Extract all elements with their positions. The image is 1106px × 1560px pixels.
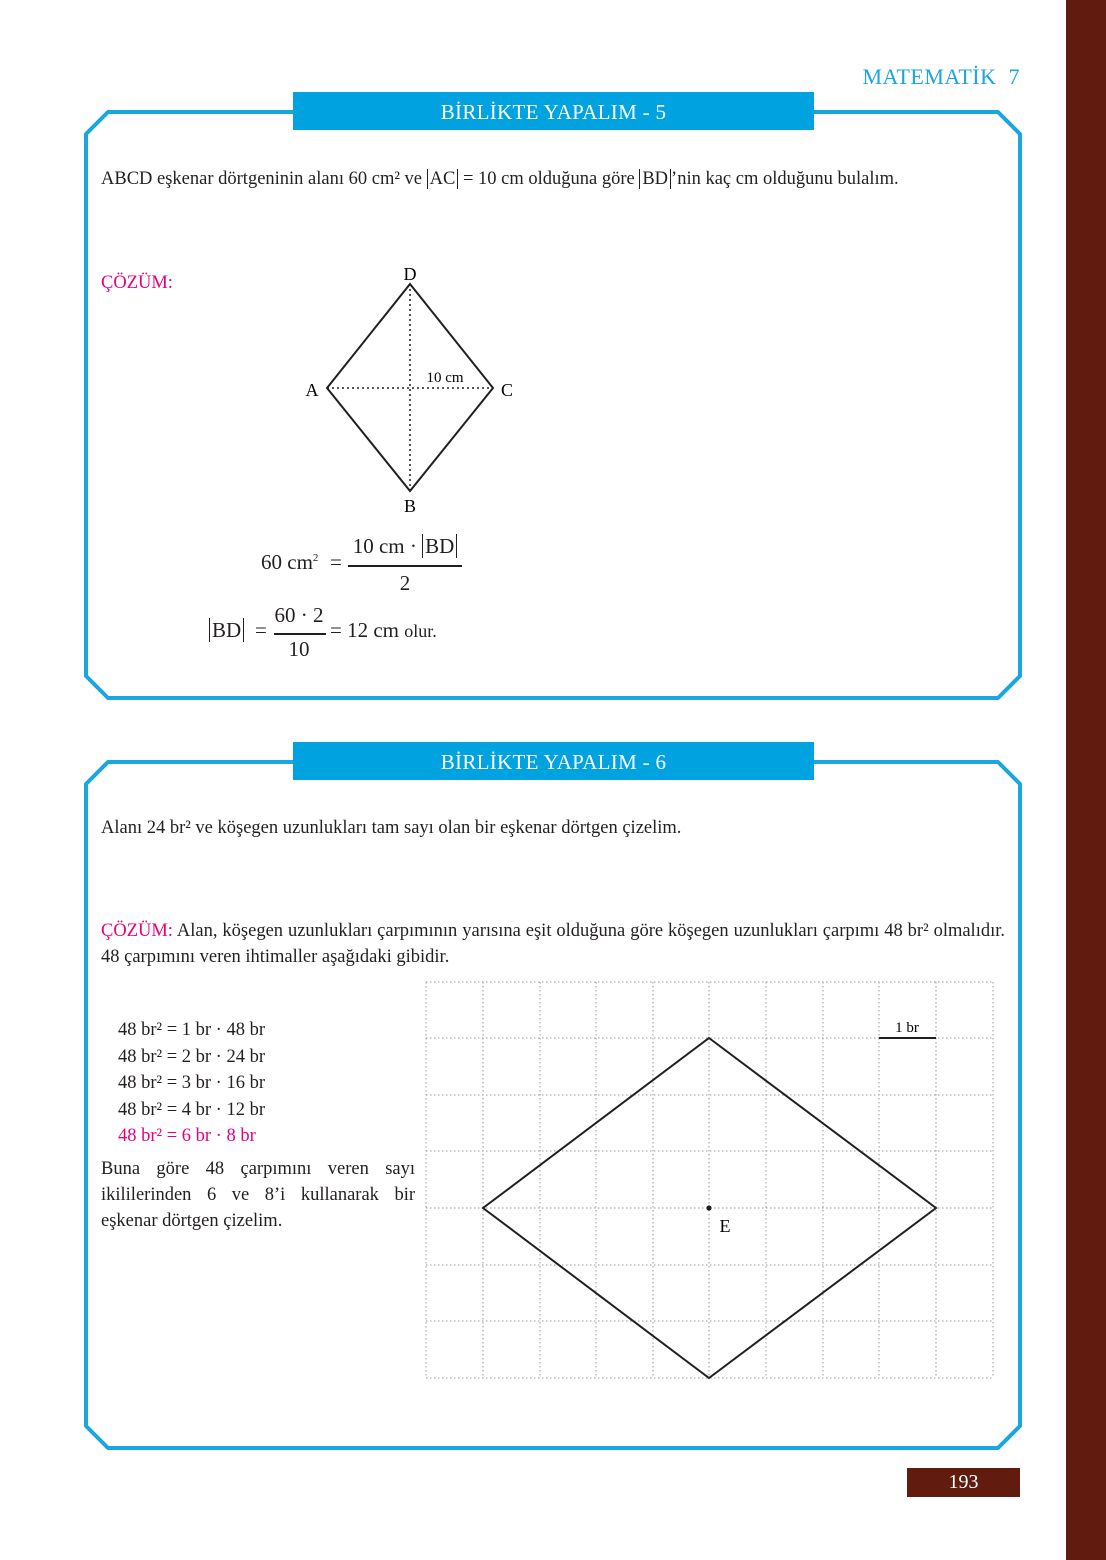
abs-bd: BD xyxy=(639,169,671,189)
eq1-denominator: 2 xyxy=(399,571,411,595)
center-point-e xyxy=(706,1205,711,1210)
header-subject: MATEMATİK xyxy=(862,64,997,89)
eq2-result xyxy=(330,618,437,643)
label-c: C xyxy=(500,380,514,400)
eq1-equals: = xyxy=(330,550,342,574)
label-d: D xyxy=(403,264,417,284)
label-a: A xyxy=(305,380,319,400)
header-grade: 7 xyxy=(1008,64,1020,89)
section5-solution-label: ÇÖZÜM: xyxy=(101,273,173,293)
products-list xyxy=(118,1017,265,1150)
grid-rhombus-diagram xyxy=(420,975,1000,1385)
section6-conclusion: Buna göre 48 çarpımını veren sayı ikililerinden 6 ve 8’i kullanarak bir eşkenar dörtgen çizelim. xyxy=(101,1159,415,1231)
eq1-exponent: 2 xyxy=(312,552,319,564)
eq2-abs-bd: BD xyxy=(209,618,244,642)
section6-solution-text: Alan, köşegen uzunlukları çarpımının yarısına eşit olduğuna göre köşegen uzunlukları çarpımı 48 br² olmalıdır. 48 çarpımını veren ihtimaller aşağıdaki gibidir. xyxy=(101,921,1005,967)
problem-part3: ’nin kaç cm olduğunu bulalım. xyxy=(671,169,899,189)
eq1-lhs xyxy=(261,550,318,575)
eq2-suffix: olur. xyxy=(404,621,437,641)
section6-solution xyxy=(101,918,1005,970)
problem-part2: = 10 cm olduğuna göre xyxy=(458,169,640,189)
dotted-grid xyxy=(426,982,993,1378)
center-label-e: E xyxy=(719,1216,731,1236)
eq2-equals: = xyxy=(255,618,267,642)
eq1-abs-bd: BD xyxy=(422,534,457,558)
eq1-fraction-bar xyxy=(348,565,462,567)
problem-part1: ABCD eşkenar dörtgeninin alanı 60 cm² ve xyxy=(101,169,427,189)
product-line: 48 br² = 2 br · 24 br xyxy=(118,1046,265,1067)
eq2-rhs: = 12 cm xyxy=(330,618,399,642)
product-line: 48 br² = 4 br · 12 br xyxy=(118,1099,265,1120)
eq1-numerator-text: 10 cm · xyxy=(352,534,423,558)
eq1-numerator xyxy=(348,534,462,559)
diagonal-length-label: 10 cm xyxy=(426,370,464,386)
section6-banner: BİRLİKTE YAPALIM - 6 xyxy=(293,742,814,780)
unit-scale-label: 1 br xyxy=(895,1020,919,1036)
section6-solution-label: ÇÖZÜM: xyxy=(101,921,173,941)
eq2-fraction-bar xyxy=(274,633,326,635)
product-line-highlight: 48 br² = 6 br · 8 br xyxy=(118,1126,256,1146)
eq1-lhs-text: 60 cm xyxy=(261,550,313,574)
label-b: B xyxy=(403,496,417,516)
section5-frame xyxy=(86,112,1020,698)
rhombus-abcd-diagram xyxy=(290,258,530,518)
section5-banner: BİRLİKTE YAPALIM - 5 xyxy=(293,92,814,130)
section6-problem: Alanı 24 br² ve köşegen uzunlukları tam sayı olan bir eşkenar dörtgen çizelim. xyxy=(101,818,682,838)
eq2-denominator: 10 xyxy=(288,637,310,661)
product-line: 48 br² = 1 br · 48 br xyxy=(118,1020,265,1040)
eq2-numerator: 60 · 2 xyxy=(274,603,324,627)
page-number: 193 xyxy=(907,1468,1020,1497)
product-line: 48 br² = 3 br · 16 br xyxy=(118,1073,265,1093)
abs-ac: AC xyxy=(427,169,459,189)
section5-problem xyxy=(101,166,1011,192)
